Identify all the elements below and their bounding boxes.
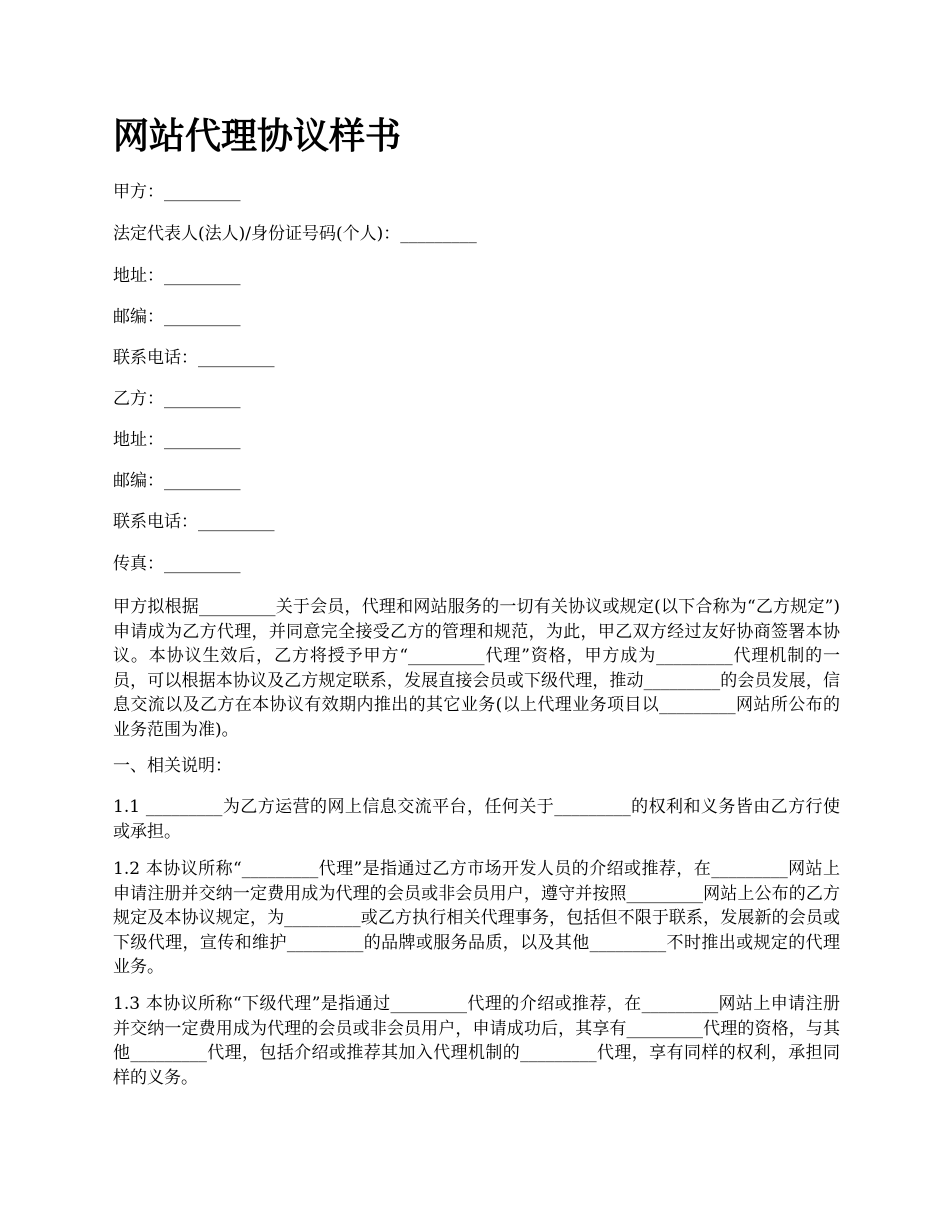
- legal-representative-field: 法定代表人(法人)/身份证号码(个人)：_________: [113, 224, 477, 244]
- party-a-phone-field: 联系电话：_________: [113, 348, 275, 368]
- party-a-postcode-field: 邮编：_________: [113, 307, 241, 327]
- party-b-postcode-field: 邮编：_________: [113, 471, 241, 491]
- intro-paragraph: 甲方拟根据_________关于会员，代理和网站服务的一切有关协议或规定(以下合称为“乙方规定”)申请成为乙方代理，并同意完全接受乙方的管理和规范，为此，甲乙双方经过友好协商签署本协议。本协议生效后，乙方将授予甲方“_________代理”资格，甲方成为_________代理机制的一员，可以根据本协议及乙方规定联系，发展直接会员或下级代理，推动_________的会员发展，信息交流以及乙方在本协议有效期内推出的其它业务(以上代理业务项目以_________网站所公布的业务范围为准)。: [113, 597, 840, 740]
- document-title: 网站代理协议样书: [113, 115, 402, 157]
- clause-1-2: 1.2 本协议所称“_________代理”是指通过乙方市场开发人员的介绍或推荐，在_________网站上申请注册并交纳一定费用成为代理的会员或非会员用户，遵守并按照_________网站上公布的乙方规定及本协议规定，为_________或乙方执行相关代理事务，包括但不限于联系，发展新的会员或下级代理，宣传和维护_________的品牌或服务品质，以及其他_________不时推出或规定的代理业务。: [113, 859, 840, 977]
- party-a-address-field: 地址：_________: [113, 266, 241, 286]
- party-a-field: 甲方：_________: [113, 182, 241, 202]
- section-heading: 一、相关说明：: [113, 756, 232, 776]
- party-b-address-field: 地址：_________: [113, 430, 241, 450]
- party-b-phone-field: 联系电话：_________: [113, 512, 275, 532]
- party-b-fax-field: 传真：_________: [113, 554, 241, 574]
- clause-1-1: 1.1 _________为乙方运营的网上信息交流平台，任何关于_________的权利和义务皆由乙方行使或承担。: [113, 797, 840, 842]
- party-b-field: 乙方：_________: [113, 389, 241, 409]
- clause-1-3: 1.3 本协议所称“下级代理”是指通过_________代理的介绍或推荐，在_________网站上申请注册并交纳一定费用成为代理的会员或非会员用户，申请成功后，其享有_________代理的资格，与其他_________代理，包括介绍或推荐其加入代理机制的_________代理，享有同样的权利，承担同样的义务。: [113, 994, 840, 1088]
